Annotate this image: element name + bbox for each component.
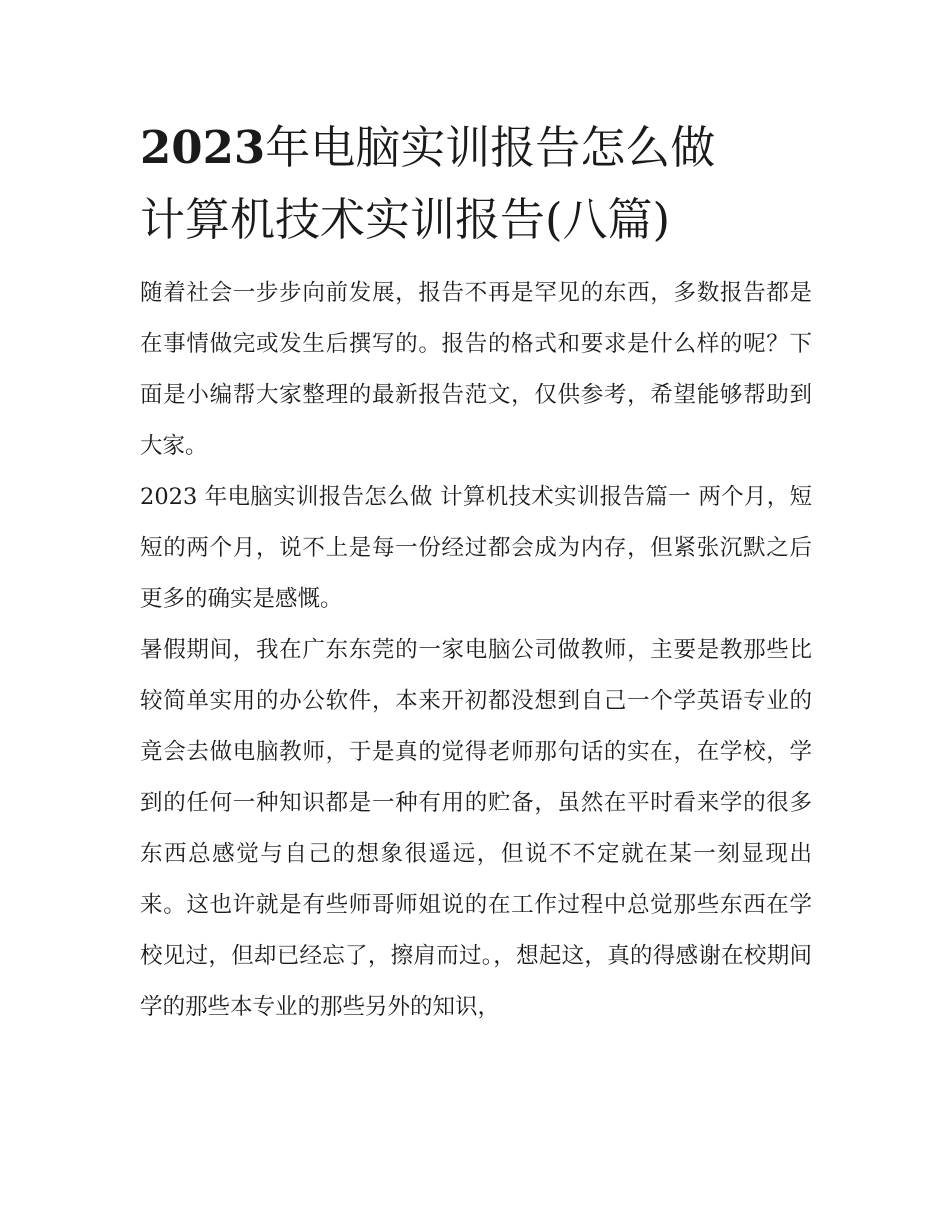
title-line-1-text: 年电脑实训报告怎么做 <box>265 121 716 174</box>
title-year: 2023 <box>140 121 266 174</box>
document-body <box>140 112 812 1033</box>
title-line-1 <box>140 112 812 184</box>
intro-paragraph: 随着社会一步步向前发展，报告不再是罕见的东西，多数报告都是在事情做完或发生后撰写的。报告的格式和要求是什么样的呢？下面是小编帮大家整理的最新报告范文，仅供参考，希望能够帮助到大家。 <box>140 280 812 459</box>
title-line-2: 计算机技术实训报告(八篇) <box>140 193 671 246</box>
document-title <box>140 112 812 256</box>
section-one-paragraph: 2023 年电脑实训报告怎么做 计算机技术实训报告篇一 两个月，短短的两个月，说不上是每一份经过都会成为内存，但紧张沉默之后更多的确实是感慨。 <box>140 484 812 612</box>
body-paragraph: 暑假期间，我在广东东莞的一家电脑公司做教师，主要是教那些比较简单实用的办公软件，本来开初都没想到自己一个学英语专业的竟会去做电脑教师，于是真的觉得老师那句话的实在，在学校，学到的任何一种知识都是一种有用的贮备，虽然在平时看来学的很多东西总感觉与自己的想象很遥远，但说不不定就在某一刻显现出来。这也许就是有些师哥师姐说的在工作过程中总觉那些东西在学校见过，但却已经忘了，擦肩而过。，想起这，真的得感谢在校期间学的那些本专业的那些另外的知识， <box>140 637 812 1020</box>
